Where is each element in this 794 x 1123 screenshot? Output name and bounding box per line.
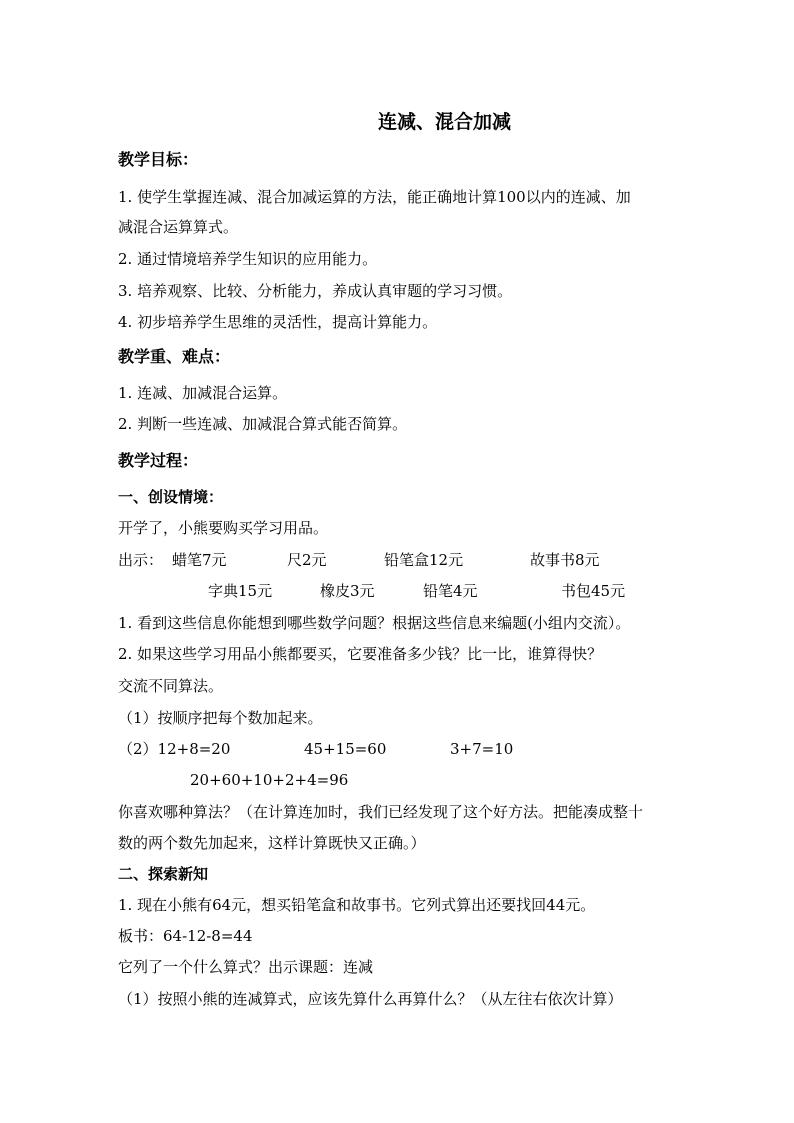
- part1-line-1: 1. 看到这些信息你能想到哪些数学问题？根据这些信息来编题(小组内交流）。: [118, 614, 631, 632]
- item-eraser: 橡皮3元: [320, 582, 375, 600]
- item-schoolbag: 书包45元: [561, 582, 626, 600]
- part1-line-3: 交流不同算法。: [118, 677, 224, 695]
- show-label: 出示：: [118, 551, 164, 569]
- goal-line-1: 1. 使学生掌握连减、混合加减运算的方法，能正确地计算100以内的连减、加: [118, 188, 631, 206]
- part2-line-3: 它列了一个什么算式？出示课题：连减: [118, 958, 374, 976]
- part2-line-1: 1. 现在小熊有64元，想买铅笔盒和故事书。它列式算出还要找回44元。: [118, 896, 596, 914]
- part2-line-4: （1）按照小熊的连减算式，应该先算什么再算什么？（从左往右依次计算）: [118, 990, 623, 1008]
- method2-eq-1: （2）12+8=20: [118, 740, 231, 758]
- item-pencil: 铅笔4元: [423, 582, 478, 600]
- part2-heading: 二、探索新知: [118, 865, 209, 883]
- item-crayon: 蜡笔7元: [172, 551, 227, 569]
- part1-line-4: （1）按顺序把每个数加起来。: [118, 709, 323, 727]
- item-pencil-box: 铅笔盒12元: [384, 551, 464, 569]
- part1-intro: 开学了，小熊要购买学习用品。: [118, 519, 329, 537]
- item-dictionary: 字典15元: [208, 582, 273, 600]
- method2-eq-4: 20+60+10+2+4=96: [190, 771, 349, 789]
- goals-heading: 教学目标：: [118, 150, 199, 169]
- method2-eq-3: 3+7=10: [450, 740, 514, 758]
- goal-line-3: 2. 通过情境培养学生知识的应用能力。: [118, 250, 378, 268]
- goal-line-4: 3. 培养观察、比较、分析能力，养成认真审题的学习习惯。: [118, 282, 513, 300]
- part1-end-1: 你喜欢哪种算法？（在计算连加时，我们已经发现了这个好方法。把能凑成整十: [118, 803, 644, 821]
- part2-line-2: 板书：64-12-8=44: [118, 927, 253, 945]
- goal-line-2: 减混合运算算式。: [118, 218, 239, 236]
- item-story-book: 故事书8元: [530, 551, 600, 569]
- method2-eq-2: 45+15=60: [304, 740, 387, 758]
- key-line-1: 1. 连减、加减混合运算。: [118, 384, 288, 402]
- key-line-2: 2. 判断一些连减、加减混合算式能否简算。: [118, 415, 408, 433]
- part1-end-2: 数的两个数先加起来，这样计算既快又正确。）: [118, 834, 426, 852]
- process-heading: 教学过程：: [118, 451, 199, 470]
- key-heading: 教学重、难点：: [118, 347, 231, 366]
- part1-heading: 一、创设情境：: [118, 488, 224, 506]
- goal-line-5: 4. 初步培养学生思维的灵活性，提高计算能力。: [118, 313, 438, 331]
- item-ruler: 尺2元: [287, 551, 327, 569]
- page-title: 连减、混合加减: [377, 111, 511, 133]
- part1-line-2: 2. 如果这些学习用品小熊都要买，它要准备多少钱？比一比，谁算得快？: [118, 645, 603, 663]
